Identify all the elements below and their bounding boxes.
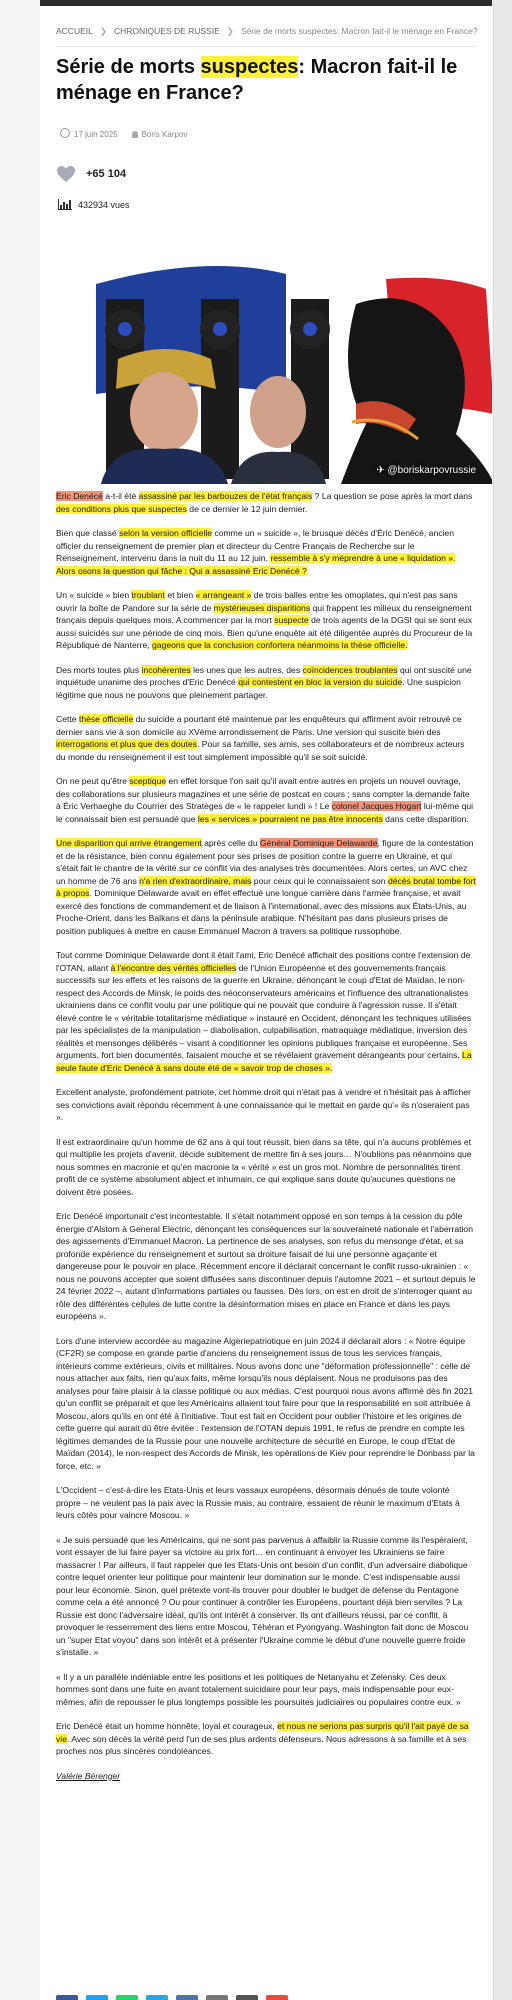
text: ressemble à s'y méprendre à une « liquidation ». Alors osons la question qui fâche : Qui a assassiné Eric Denécé ? <box>56 553 456 576</box>
text: de l'Union Européenne et des gouvernements français successifs sur les effets et les raisons de la guerre en Ukraine, dénonçant le coup d'Etat de Maïdan, le non-respect des Accords de Minsk, le poids des néoconservateurs américains et l'influence des ultranationalistes ukrainiens dans ce conflit voulu par une politique qui ne pouvait que conduire à l'agression russe. Il s'était élevé contre le « véritable totalitarisme médiatique » instauré en Occident, dénonçant les techniques utilisées par les spécialistes de la manipulation – diabolisation, culpabilisation, matraquage médiatique, inversion des réalités et mensonges délibérés – visant à conditionner les opinions publiques française et européenne. Ses arguments, fort bien documentés, faisaient mouche et se révélaient gravement dérangeants pour certains. <box>56 962 472 1060</box>
title-part: Série de morts <box>56 56 201 78</box>
hero-illustration <box>56 244 492 484</box>
paragraph <box>56 589 476 652</box>
text: Général Dominique Delawarde <box>259 838 378 848</box>
text: Cette <box>56 714 79 724</box>
paragraph <box>56 949 476 1074</box>
share-bar <box>56 1995 288 2000</box>
text: lui-même qui le connaissait bien est persuadé que <box>56 801 474 824</box>
paragraph: L'Occident – c'est-à-dire les Etats-Unis et leurs vassaux européens, désormais dénués de toute volonté propre – ne veulent pas la paix avec la Russie mais, au contraire, essaient de réunir le maximum d'Etats à leurs côtés pour vaincre Moscou. » <box>56 1485 460 1520</box>
page-title <box>56 54 476 106</box>
paragraph <box>56 1720 476 1758</box>
paragraph: Lors d'une interview accordée au magazine Algeriepatriotique en juin 2024 il déclarait alors : « Notre équipe (CF2R) se compose en grande partie d'anciens du renseignement issus de tous les services français, intérieurs comme extérieurs, civils et militaires. Nous avons donc une "déformation professionnelle" : celle de nous attacher aux faits, rien qu'aux faits, même lorsqu'ils nous déplaisent. Nous ne produisons pas des analyses pour faire plaisir à la classe politique ou aux médias. C'est pourquoi nous avons affirmé dès fin 2021 qu'un conflit se préparait et que les Américains allaient tout faire pour que la responsabilité en soit attribuée à Moscou, alors qu'ils en ont été à l'initiative. Tout est fait en Occident pour oublier l'histoire et les origines de cette guerre qui aurait dû être évitée : l'extension de l'OTAN depuis 1991, le refus de prendre en compte les légitimes demandes de la Russie pour une nouvelle architecture de sécurité en Europe, le coup d'Etat de Maïdan (2014), le non-respect des Accords de Minsk, les opérations de Kiev pour reprendre le Donbass par la force, etc. » <box>56 1335 475 1471</box>
text: a-t-il été <box>102 491 139 501</box>
text: mystérieuses disparitions <box>213 602 311 613</box>
breadcrumb-category[interactable]: CHRONIQUES DE RUSSIE <box>113 26 220 36</box>
paragraph <box>56 527 476 577</box>
watermark: ✈ @boriskarpovrussie <box>376 465 476 476</box>
view-counter <box>58 199 130 210</box>
text: après celle du <box>201 838 260 848</box>
text: les « services » pourraient ne pas être innocents <box>197 813 383 824</box>
text: incohérentes <box>141 664 191 675</box>
post-date: 17 juin 2025 <box>74 130 118 139</box>
text: du suicide a pourtant été maintenue par les enquêteurs qui affirment avoir retrouvé ce dernier sans vie à son domicile au XVème arrondissement de Paris. Une version qui suscite bien des <box>56 714 462 737</box>
like-counter[interactable] <box>56 164 126 184</box>
text: de trois balles entre les omoplates, qui n'est pas sans ouvrir la boîte de Pandore sur la série de <box>56 590 458 613</box>
vk-icon[interactable] <box>176 1995 198 2000</box>
text: les unes que les autres, des <box>190 664 303 675</box>
heart-icon[interactable] <box>56 165 76 183</box>
text: et nous ne serions pas surpris qu'il l'ait payé de sa vie <box>56 1721 469 1744</box>
text: interrogations et plus que des doutes <box>56 739 197 749</box>
text: qui frappent les milieux du renseignement français depuis quelques mois. A commencer par la mort <box>56 602 472 625</box>
paragraph <box>56 490 476 515</box>
paragraph <box>56 1770 476 1783</box>
text: thèse officielle <box>78 714 134 724</box>
text: troublant <box>131 590 165 600</box>
paragraph: Eric Denécé importunait c'est incontestable. Il s'était notamment opposé en son temps à la cession du pôle énergie d'Alstom à General Electric, dénonçant les conséquences sur la souveraineté nationale et l'aberration des agissements d'Emmanuel Macron. La pertinence de ses analyses, son refus du mensonge d'état, et sa profonde expérience du renseignement et surtout sa droiture faisait de lui une personne agaçante et dangereuse pour le pouvoir en place. Récemment encore il déclarait concernant le conflit russo-ukrainien : « nous ne pouvons accepter que soient diffusées sans discontinuer depuis l'automne 2021 – et surtout depuis le 24 février 2022 –, autant d'informations partiales ou fausses. Dès lors, on est en droit de s'interroger quant au rôle des différentes cellules de lutte contre la désinformation mises en place en France et dans les pays européens ». <box>56 1211 476 1321</box>
sidebar-strip <box>493 0 512 2000</box>
share-icon[interactable] <box>266 1995 288 2000</box>
chevron-right-icon: ❯ <box>226 26 234 36</box>
article <box>40 6 492 2000</box>
breadcrumb-home[interactable]: ACCUEIL <box>56 26 93 36</box>
print-icon[interactable] <box>236 1995 258 2000</box>
email-icon[interactable] <box>206 1995 228 2000</box>
text: en effet lorsque l'on sait qu'il avait entre autres en projets un nouvel ouvrage, des collaborations sur plusieurs magazines et une série de postcat en cours ; sans compter la demande faite à Éric Verhaeghe du Courrier des Stratèges de « le rappeler lundi » ! Le <box>56 776 470 811</box>
text: assassiné par les barbouzes de l'état français <box>138 491 313 501</box>
text: « arrangeant » <box>195 590 252 600</box>
text: . Avec son décès la vérité perd l'un de ses plus ardents défenseurs. Nous adressons à sa famille et à ses proches nos plus sincères condoléances. <box>56 1733 467 1756</box>
post-author[interactable]: Boris Karpov <box>141 130 188 139</box>
breadcrumb <box>56 26 478 37</box>
paragraph: Excellent analyste, profondément patriote, cet homme droit qui n'était pas à vendre et n'hésitait pas à afficher ses convictions avait répondu récemment à une connaissance qui le mettait en garde qu'« ils n'oseraient pas ». <box>56 1087 471 1122</box>
text: des conditions plus que suspectes <box>56 503 187 514</box>
text: gageons que la conclusion confortera néanmoins la thèse officielle. <box>152 640 408 650</box>
text: Eric Denécé <box>56 491 103 501</box>
text: Tout comme Dominique Delawarde dont il était l'ami, Eric Denécé affichait des positions contre l'extension de l'OTAN, allant <box>56 950 471 973</box>
text: Une disparition qui arrive étrangement <box>56 838 202 848</box>
paragraph <box>56 837 476 937</box>
text: . Dominique Delawarde avait en effet effectué une longue carrière dans l'armée française, et avait exercé des fonctions de commandement et de liaison à l'international, avec des missions aux États-Unis, au Proche-Orient, dans les Balkans et dans la péninsule arabique. N'hésitant pas dans plusieurs prises de position publiques à mettre en cause Emmanuel Macron à travers sa politique russophobe. <box>56 888 467 936</box>
paragraph <box>56 775 476 825</box>
clock-icon <box>60 128 70 138</box>
text: Eric Denécé était un homme honnête, loyal et courageux, <box>56 1721 278 1731</box>
post-meta <box>60 128 187 139</box>
divider <box>56 46 476 47</box>
hero-image <box>56 244 492 484</box>
bar-chart-icon <box>58 199 72 210</box>
text: qui ont suscité une inquiétude unanime des proches d'Eric Denécé <box>56 664 472 687</box>
article-body <box>56 490 476 1794</box>
text: selon la version officielle <box>119 528 213 538</box>
text: à l'encontre des vérités officielles <box>110 962 237 973</box>
twitter-icon[interactable] <box>86 1995 108 2000</box>
paragraph: « Je suis persuadé que les Américains, qui ne sont pas parvenus à affaiblir la Russie comme ils l'espéraient, vont essayer de lui faire payer sa victoire au prix fort… en continuant à envoyer les Ukrainiens se faire massacrer ! Par ailleurs, il faut rappeler que les Etats-Unis ont besoin d'un conflit, d'un adversaire diabolique contre lequel orienter leur politique pour maintenir leur domination sur le monde. C'est indispensable aussi pour leur économie. Sinon, quel prétexte vont-ils trouver pour doubler le budget de défense du Pentagone comme cela a été annoncé ? Ou pour continuer à contrôler les Européens, pourtant déjà bien serviles ? La Russie est donc l'adversaire idéal, qu'ils ont intérêt à conserver. Ils ont d'ailleurs réussi, par ce conflit, à provoquer le resserrement des liens entre Moscou, Téhéran et Pyongyang. Washington fait donc de Moscou un "super Etat voyou" dans son intérêt et à présenter l'Ukraine comme le début d'une nouvelle guerre froide s'installe. » <box>56 1534 469 1657</box>
whatsapp-icon[interactable] <box>116 1995 138 2000</box>
telegram-icon[interactable] <box>146 1995 168 2000</box>
text: et bien <box>164 590 196 600</box>
paragraph <box>56 713 476 763</box>
paragraph: Il est extraordinaire qu'un homme de 62 ans à qui tout réussit, bien dans sa tête, qui n'a aucuns problèmes et qui multiplie les projets d'avenir, décide subitement de mettre fin à ses jours… N'oublions pas néanmoins que nous sommes en macronie et qu'en macronie la « vérité » est un gros mot. Nombre de personnalités tirent profit de ce système absolument abject et inhumain, ce qui explique sans doute qu'aucunes questions ne doivent être posées. <box>56 1136 472 1197</box>
signature[interactable]: Valérie Bérenger <box>56 1770 121 1781</box>
like-count: +65 104 <box>86 168 127 180</box>
text: . Une suspicion légitime que nous ne pouvons que pleinement partager. <box>56 677 461 700</box>
paragraph: « Il y a un parallèle indéniable entre les positions et les politiques de Netanyahu et Zelensky. Ces deux hommes sont dans une fuite en avant totalement suicidaire pour leur pays, mais indispensable pour eux-mêmes, afin de repousser le plus longtemps possible les poursuites judiciaires ou populaires contre eux. » <box>56 1671 461 1707</box>
text: dans cette disparition. <box>382 813 469 824</box>
text: colonel Jacques Hogart <box>331 801 422 811</box>
text: sceptique <box>129 776 167 786</box>
text: comme un « suicide », le brusque décès d'Éric Denécé, ancien officier du renseignement de premier plan et directeur du Centre Français de Recherche sur le Renseignement, intervenu dans la nuit du 11 au 12 juin, <box>56 528 454 563</box>
text: n'a rien d'extraordinaire, mais <box>139 875 252 886</box>
text: Bien que classé <box>56 528 120 538</box>
text: Des morts toutes plus <box>56 664 142 675</box>
text: coïncidences troublantes <box>302 664 398 675</box>
breadcrumb-current: Série de morts suspectes: Macron fait-il le ménage en France? <box>240 26 478 36</box>
title-highlight: suspectes <box>200 56 299 78</box>
paragraph <box>56 664 476 702</box>
watermark-text: @boriskarpovrussie <box>387 465 476 476</box>
text: , figure de la contestation et de la résistance, bien connu également pour ses prises de position contre la guerre en Ukraine, et qui s'était fait le chantre de la vérité sur ce conflit via des analyses très documentées. Alors certes, un AVC chez un homme de 76 ans <box>56 838 474 886</box>
text: ? La question se pose après la mort dans <box>312 491 473 501</box>
text: décès brutal tombe fort à propos <box>56 875 476 898</box>
title-part: : Macron fait-il le ménage en France? <box>56 56 458 104</box>
text: pour ceux qui le connaissaient son <box>251 875 388 886</box>
chevron-right-icon: ❯ <box>99 26 107 36</box>
text: On ne peut qu'être <box>56 776 130 786</box>
text: suspecte <box>274 615 309 625</box>
user-icon <box>132 131 138 138</box>
text: de ce dernier le 12 juin dernier. <box>186 503 308 514</box>
text: qui contestent en bloc la version du suicide <box>238 677 403 687</box>
text: de trois agents de la DGSI qui se sont eux aussi suicidés sur une période de cinq mois. Bien qu'une enquête ait été diligentée auprès du Procureur de la République de Nanterre, <box>56 615 473 650</box>
text: La seule faute d'Eric Denécé à sans doute été de « savoir trop de choses ». <box>56 1050 472 1073</box>
facebook-icon[interactable] <box>56 1995 78 2000</box>
text: Un « suicide » bien <box>56 590 132 600</box>
text: . Pour sa famille, ses amis, ses collaborateurs et de nombreux acteurs du monde du renseignement il est tout simplement impossible qu'il se soit suicidé. <box>56 739 465 762</box>
view-count: 432934 vues <box>78 199 130 210</box>
